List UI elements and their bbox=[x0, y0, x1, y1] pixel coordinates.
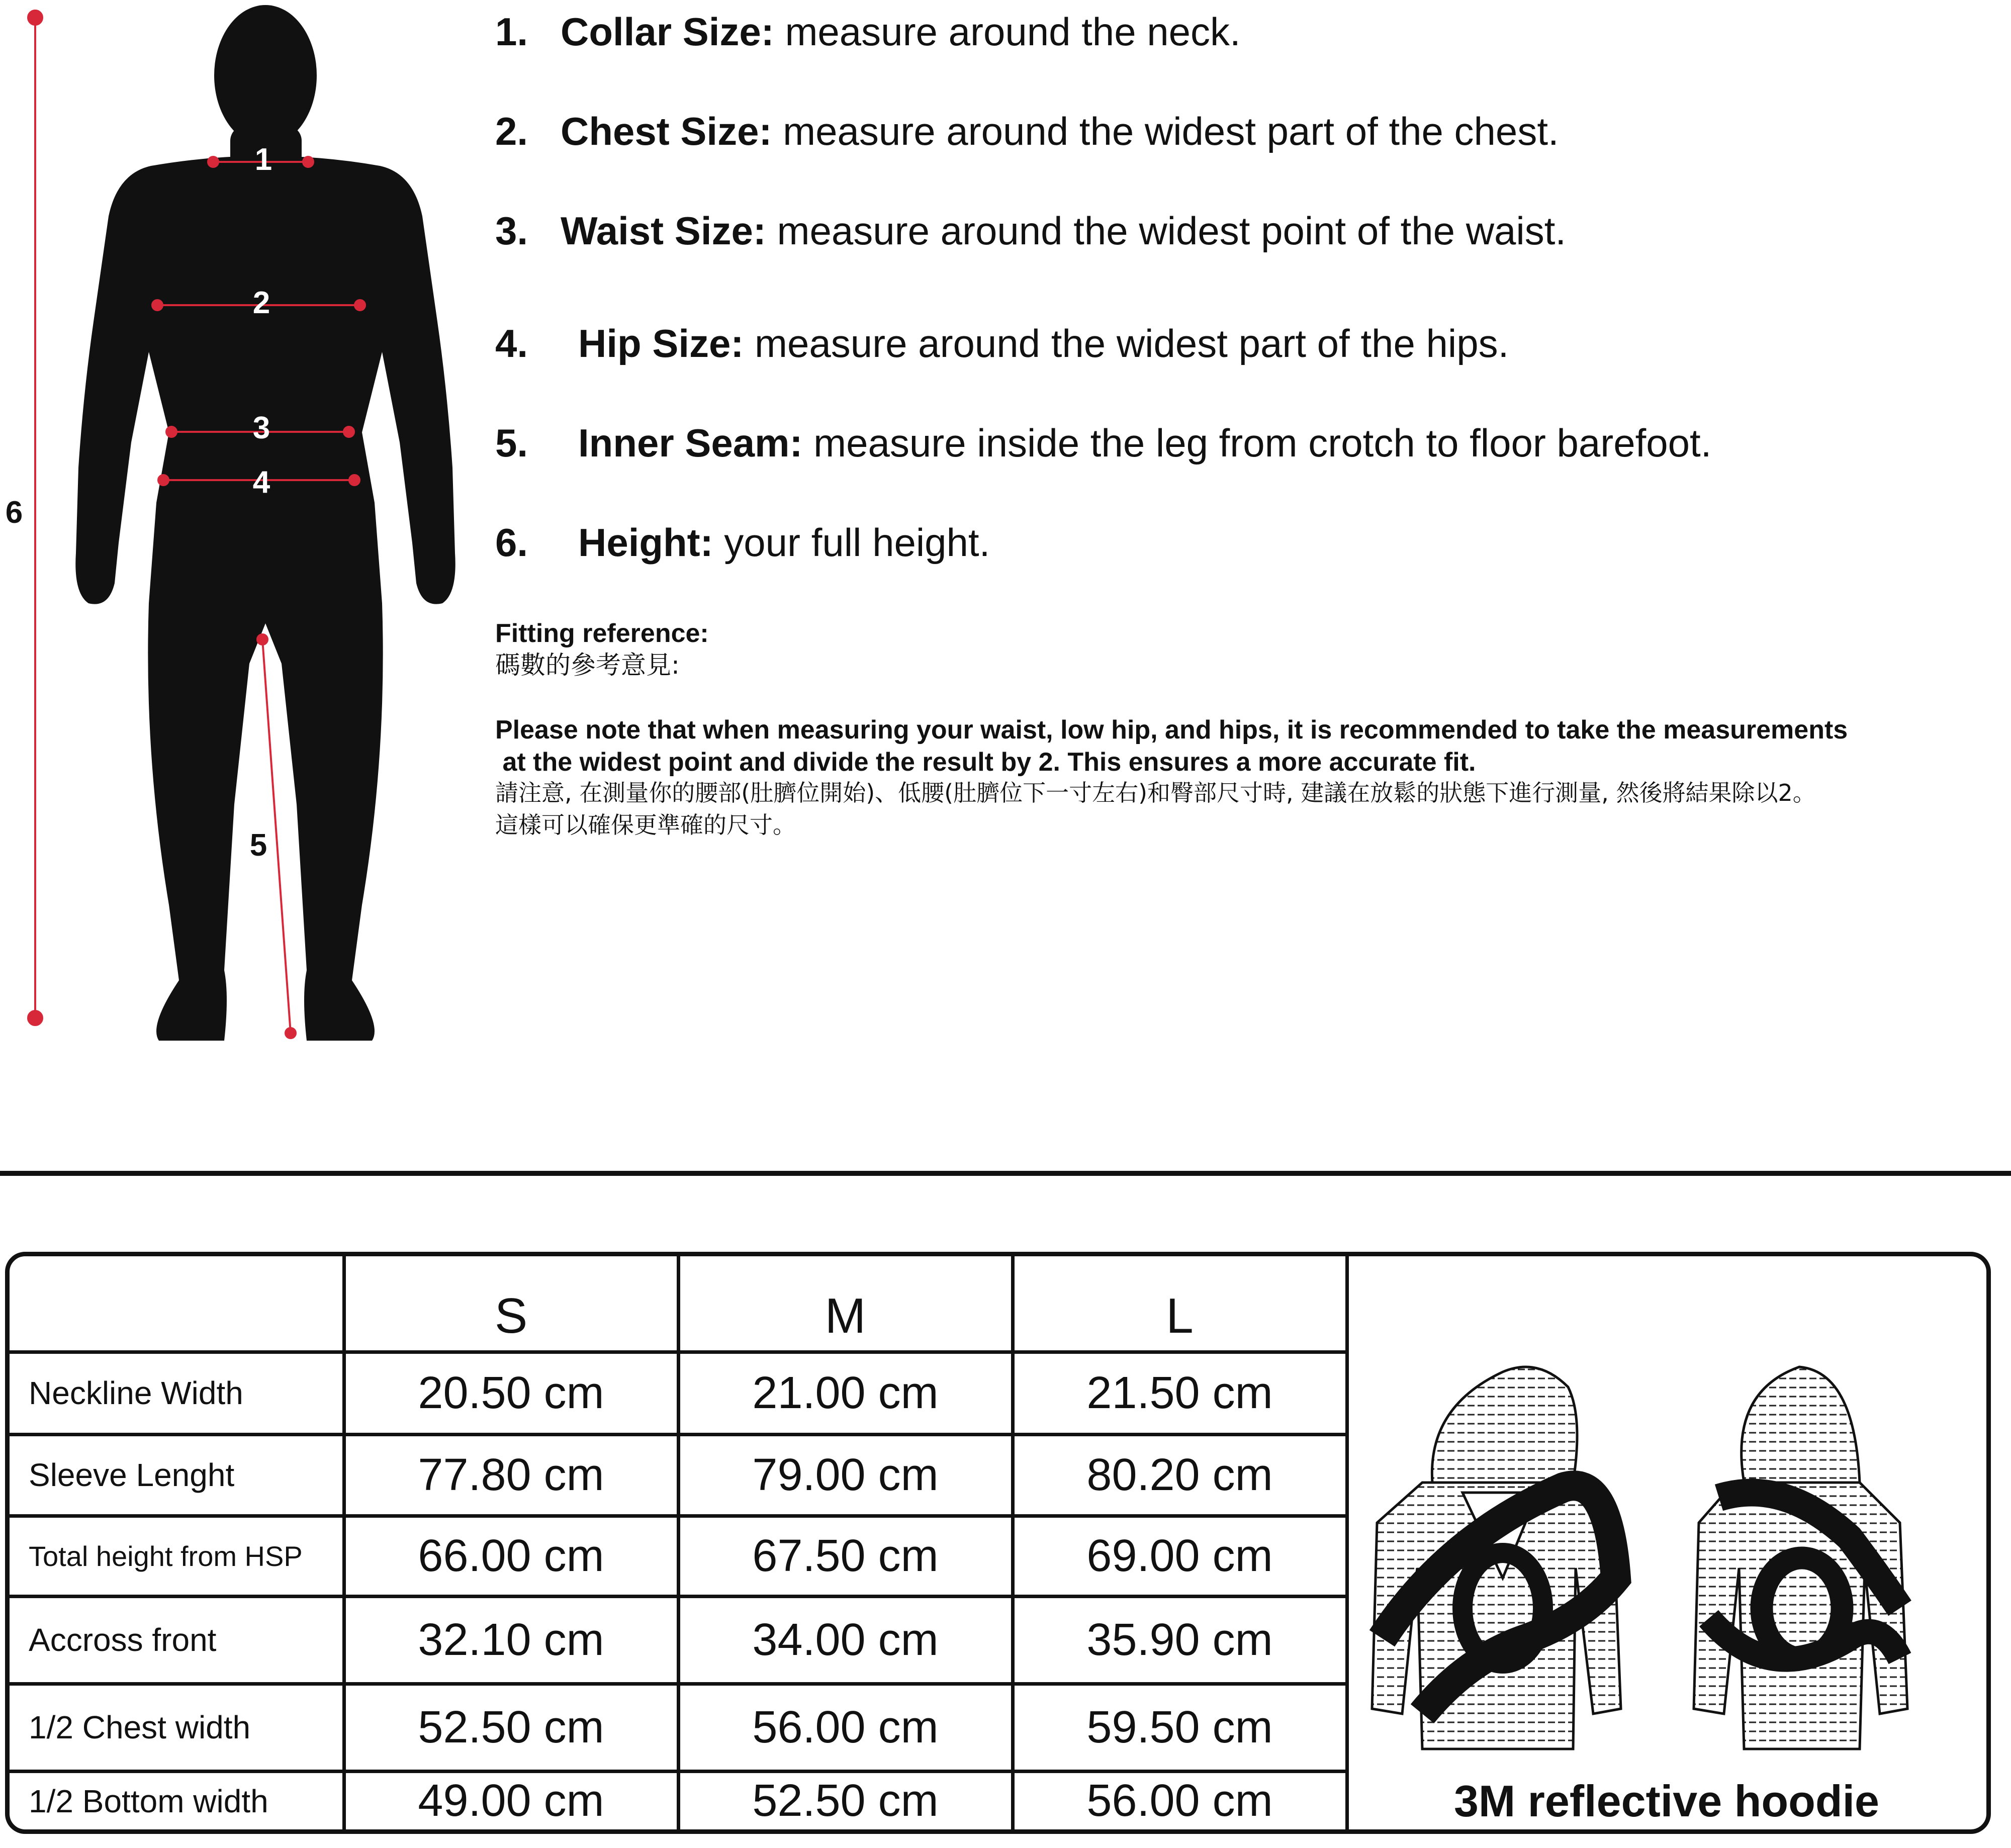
fitting-title: Fitting reference: bbox=[495, 619, 709, 648]
row-label: Accross front bbox=[10, 1596, 344, 1684]
instruction-chest: 2. Chest Size: measure around the widest part of the chest. bbox=[495, 109, 1559, 153]
product-illustration-cell bbox=[1347, 1256, 1986, 1829]
measurement-value: 66.00 cm bbox=[344, 1516, 678, 1596]
row-label: Neckline Width bbox=[10, 1352, 344, 1434]
measurement-value: 69.00 cm bbox=[1013, 1516, 1347, 1596]
section-divider bbox=[0, 1171, 2011, 1176]
fitting-note-cn-line2: 這樣可以確保更準確的尺寸。 bbox=[495, 811, 796, 839]
instruction-height: 6. Height: your full height. bbox=[495, 520, 990, 565]
row-label: Sleeve Lenght bbox=[10, 1434, 344, 1516]
product-caption: 3M reflective hoodie bbox=[1453, 1776, 1879, 1826]
size-table bbox=[10, 1256, 1349, 1829]
size-column-header: S bbox=[344, 1256, 678, 1352]
measurement-value: 52.50 cm bbox=[678, 1771, 1013, 1829]
table-row bbox=[10, 1771, 1347, 1829]
measurement-value: 56.00 cm bbox=[678, 1684, 1013, 1771]
size-column-header: L bbox=[1013, 1256, 1347, 1352]
height-bottom-dot bbox=[28, 1011, 42, 1025]
measurement-value: 77.80 cm bbox=[344, 1434, 678, 1516]
measurement-value: 52.50 cm bbox=[344, 1684, 678, 1771]
fitting-note-line1: Please note that when measuring your waist, low hip, and hips, it is recommended to take the measurements bbox=[495, 715, 1848, 745]
measurement-value: 34.00 cm bbox=[678, 1596, 1013, 1684]
measurement-value: 67.50 cm bbox=[678, 1516, 1013, 1596]
table-corner-cell bbox=[10, 1256, 344, 1352]
marker-label-6: 6 bbox=[5, 495, 23, 530]
measurement-value: 20.50 cm bbox=[344, 1352, 678, 1434]
instruction-hip: 4. Hip Size: measure around the widest part of the hips. bbox=[495, 321, 1509, 365]
hoodie-front-icon bbox=[1372, 1367, 1621, 1749]
row-label: 1/2 Chest width bbox=[10, 1684, 344, 1771]
row-label: Total height from HSP bbox=[10, 1516, 344, 1596]
size-chart-panel bbox=[5, 1252, 1991, 1834]
measurement-value: 79.00 cm bbox=[678, 1434, 1013, 1516]
table-row bbox=[10, 1516, 1347, 1596]
measurement-value: 59.50 cm bbox=[1013, 1684, 1347, 1771]
measurement-value: 21.50 cm bbox=[1013, 1352, 1347, 1434]
marker-label-2: 2 bbox=[252, 286, 270, 320]
instruction-collar: 1. Collar Size: measure around the neck. bbox=[495, 10, 1241, 54]
table-row bbox=[10, 1684, 1347, 1771]
size-column-header: M bbox=[678, 1256, 1013, 1352]
row-label: 1/2 Bottom width bbox=[10, 1771, 344, 1829]
body-measurement-figure bbox=[0, 0, 483, 1056]
marker-label-1: 1 bbox=[254, 142, 272, 177]
marker-label-4: 4 bbox=[252, 465, 270, 500]
table-row bbox=[10, 1434, 1347, 1516]
instruction-inner-seam: 5. Inner Seam: measure inside the leg from crotch to floor barefoot. bbox=[495, 421, 1712, 465]
measurement-value: 21.00 cm bbox=[678, 1352, 1013, 1434]
hoodie-illustration bbox=[1347, 1256, 1986, 1769]
measurement-value: 80.20 cm bbox=[1013, 1434, 1347, 1516]
measurement-value: 56.00 cm bbox=[1013, 1771, 1347, 1829]
measurement-value: 35.90 cm bbox=[1013, 1596, 1347, 1684]
fitting-note-cn-line1: 請注意, 在測量你的腰部(肚臍位開始)、低腰(肚臍位下一寸左右)和臀部尺寸時, 建議在放鬆的狀態下進行測量, 然後將結果除以2。 bbox=[495, 779, 1816, 806]
marker-label-3: 3 bbox=[252, 411, 270, 445]
height-top-dot bbox=[28, 11, 42, 25]
table-header-row bbox=[10, 1256, 1347, 1352]
fitting-note-line2: at the widest point and divide the result by 2. This ensures a more accurate fit. bbox=[495, 748, 1476, 777]
table-row bbox=[10, 1352, 1347, 1434]
marker-label-5: 5 bbox=[249, 828, 267, 863]
measurement-value: 32.10 cm bbox=[344, 1596, 678, 1684]
measurement-value: 49.00 cm bbox=[344, 1771, 678, 1829]
table-row bbox=[10, 1596, 1347, 1684]
fitting-title-cn: 碼數的參考意見: bbox=[495, 651, 680, 680]
instruction-waist: 3. Waist Size: measure around the widest point of the waist. bbox=[495, 209, 1567, 253]
hoodie-back-icon bbox=[1694, 1367, 1907, 1749]
